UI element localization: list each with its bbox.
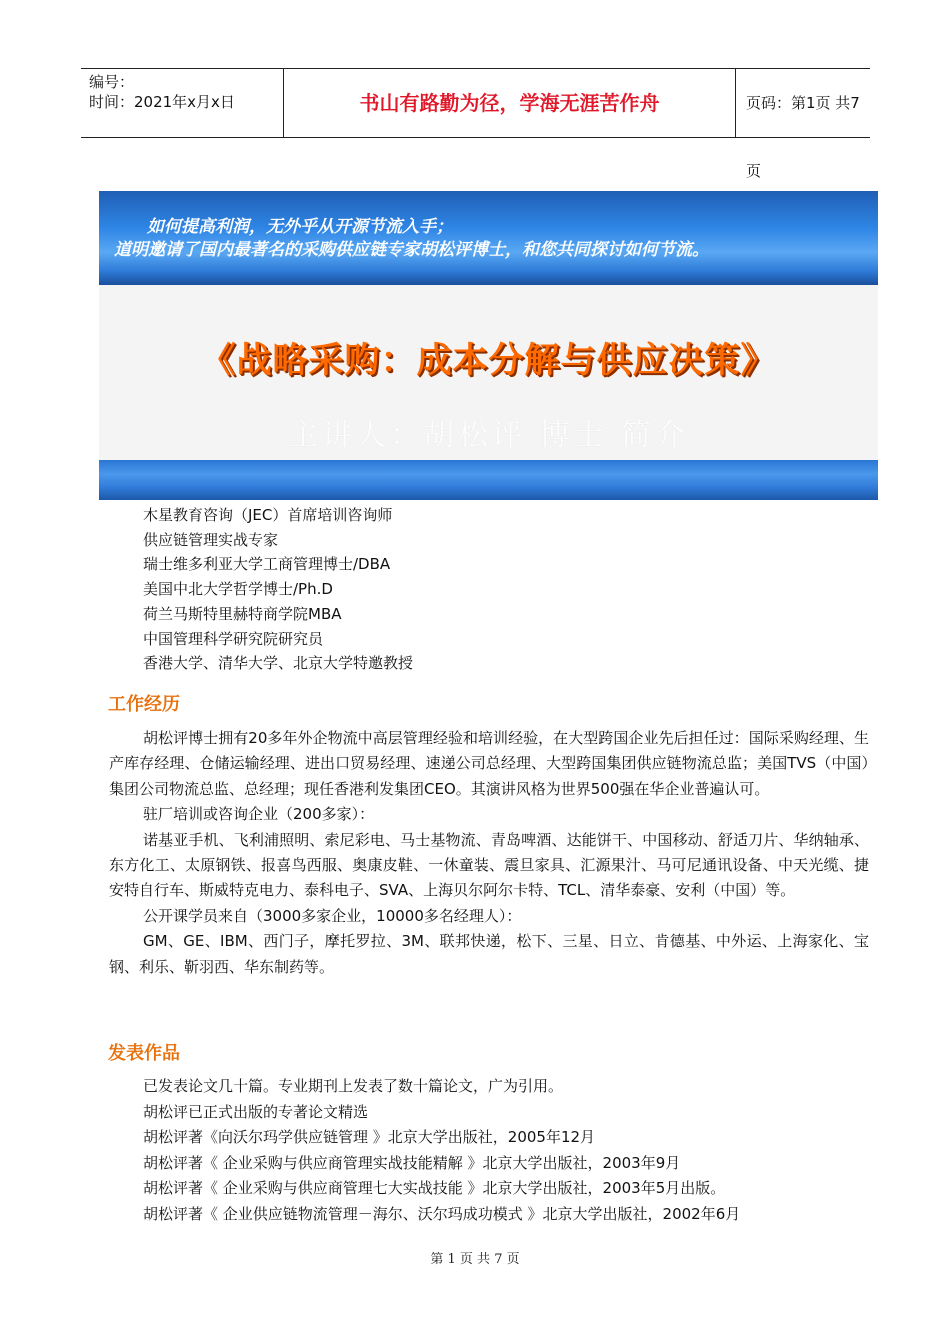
work-paragraph: 胡松评博士拥有20多年外企物流中高层管理经验和培训经验，在大型跨国企业先后担任过：国际采购经理、生产库存经理、仓储运输经理、进出口贸易经理、速递公司总经理、大型跨国集团供应链物流总监；美国TVS（中国）集团公司物流总监、总经理；现任香港利发集团CEO。其演讲风格为世界500强在华企业普遍认可。 (109, 729, 869, 798)
banner-line-2: 道明邀请了国内最著名的采购供应链专家胡松评博士，和您共同探讨如何节流。 (114, 240, 709, 260)
work-paragraph: 公开课学员来自（3000多家企业，10000多名经理人）： (143, 906, 522, 925)
banner-line-1: 如何提高利润，无外乎从开源节流入手； (147, 217, 453, 237)
header-motto: 书山有路勤为径，学海无涯苦作舟 (283, 69, 736, 137)
credential-item: 木星教育咨询（JEC）首席培训咨询师 (143, 506, 393, 524)
number-label: 编号： (89, 73, 135, 91)
credential-item: 香港大学、清华大学、北京大学特邀教授 (143, 654, 414, 673)
publication-item: 胡松评已正式出版的专著论文精选 (143, 1102, 369, 1121)
credential-item: 中国管理科学研究院研究员 (143, 629, 324, 648)
work-paragraph: 驻厂培训或咨询企业（200多家）： (143, 805, 375, 824)
work-section (109, 726, 869, 980)
date-label: 时间：2021年x月x日 (89, 93, 235, 111)
header-page-info: 页码：第1页 共7页 (746, 94, 860, 180)
credentials-list (143, 503, 863, 676)
credential-item: 美国中北大学哲学博士/Ph.D (143, 580, 333, 599)
page-footer: 第 1 页 共 7 页 (430, 1252, 520, 1267)
banner-bottom-bar (99, 460, 878, 500)
publication-item: 胡松评著《 企业采购与供应商管理实战技能精解 》北京大学出版社，2003年9月 (143, 1153, 681, 1172)
header-meta (81, 69, 283, 137)
work-heading: 工作经历 (108, 694, 180, 715)
credential-item: 供应链管理实战专家 (143, 530, 279, 549)
publications-list (143, 1074, 873, 1228)
publication-item: 胡松评著《 企业采购与供应商管理七大实战技能 》北京大学出版社，2003年5月出版。 (143, 1179, 726, 1198)
banner-title-area (99, 285, 878, 460)
header-table (81, 68, 870, 180)
banner-intro (99, 191, 878, 285)
course-title: 《战略采购：成本分解与供应决策》 (200, 341, 777, 381)
publication-item: 胡松评著《向沃尔玛学供应链管理 》北京大学出版社，2005年12月 (143, 1128, 596, 1147)
publications-heading: 发表作品 (108, 1043, 180, 1064)
publication-item: 胡松评著《 企业供应链物流管理－海尔、沃尔玛成功模式 》北京大学出版社，2002年6月 (143, 1204, 741, 1223)
credential-item: 荷兰马斯特里赫特商学院MBA (143, 604, 342, 623)
credential-item: 瑞士维多利亚大学工商管理博士/DBA (143, 555, 391, 574)
publication-item: 已发表论文几十篇。专业期刊上发表了数十篇论文，广为引用。 (143, 1077, 564, 1095)
work-paragraph: 诺基亚手机、飞利浦照明、索尼彩电、马士基物流、青岛啤酒、达能饼干、中国移动、舒适刀片、华纳轴承、东方化工、太原钢铁、报喜鸟西服、奥康皮鞋、一休童装、震旦家具、汇源果汁、马可尼通讯设备、中天光缆、捷安特自行车、斯威特克电力、泰科电子、SVA、上海贝尔阿尔卡特、TCL、清华泰豪、安利（中国）等。 (109, 830, 869, 900)
speaker-subtitle: 主讲人：胡松评 博士 简介 (287, 418, 690, 453)
work-paragraph: GM、GE、IBM、西门子，摩托罗拉、3M、联邦快递，松下、三星、日立、肯德基、中外运、上海家化、宝钢、利乐、靳羽西、华东制药等。 (109, 932, 869, 976)
